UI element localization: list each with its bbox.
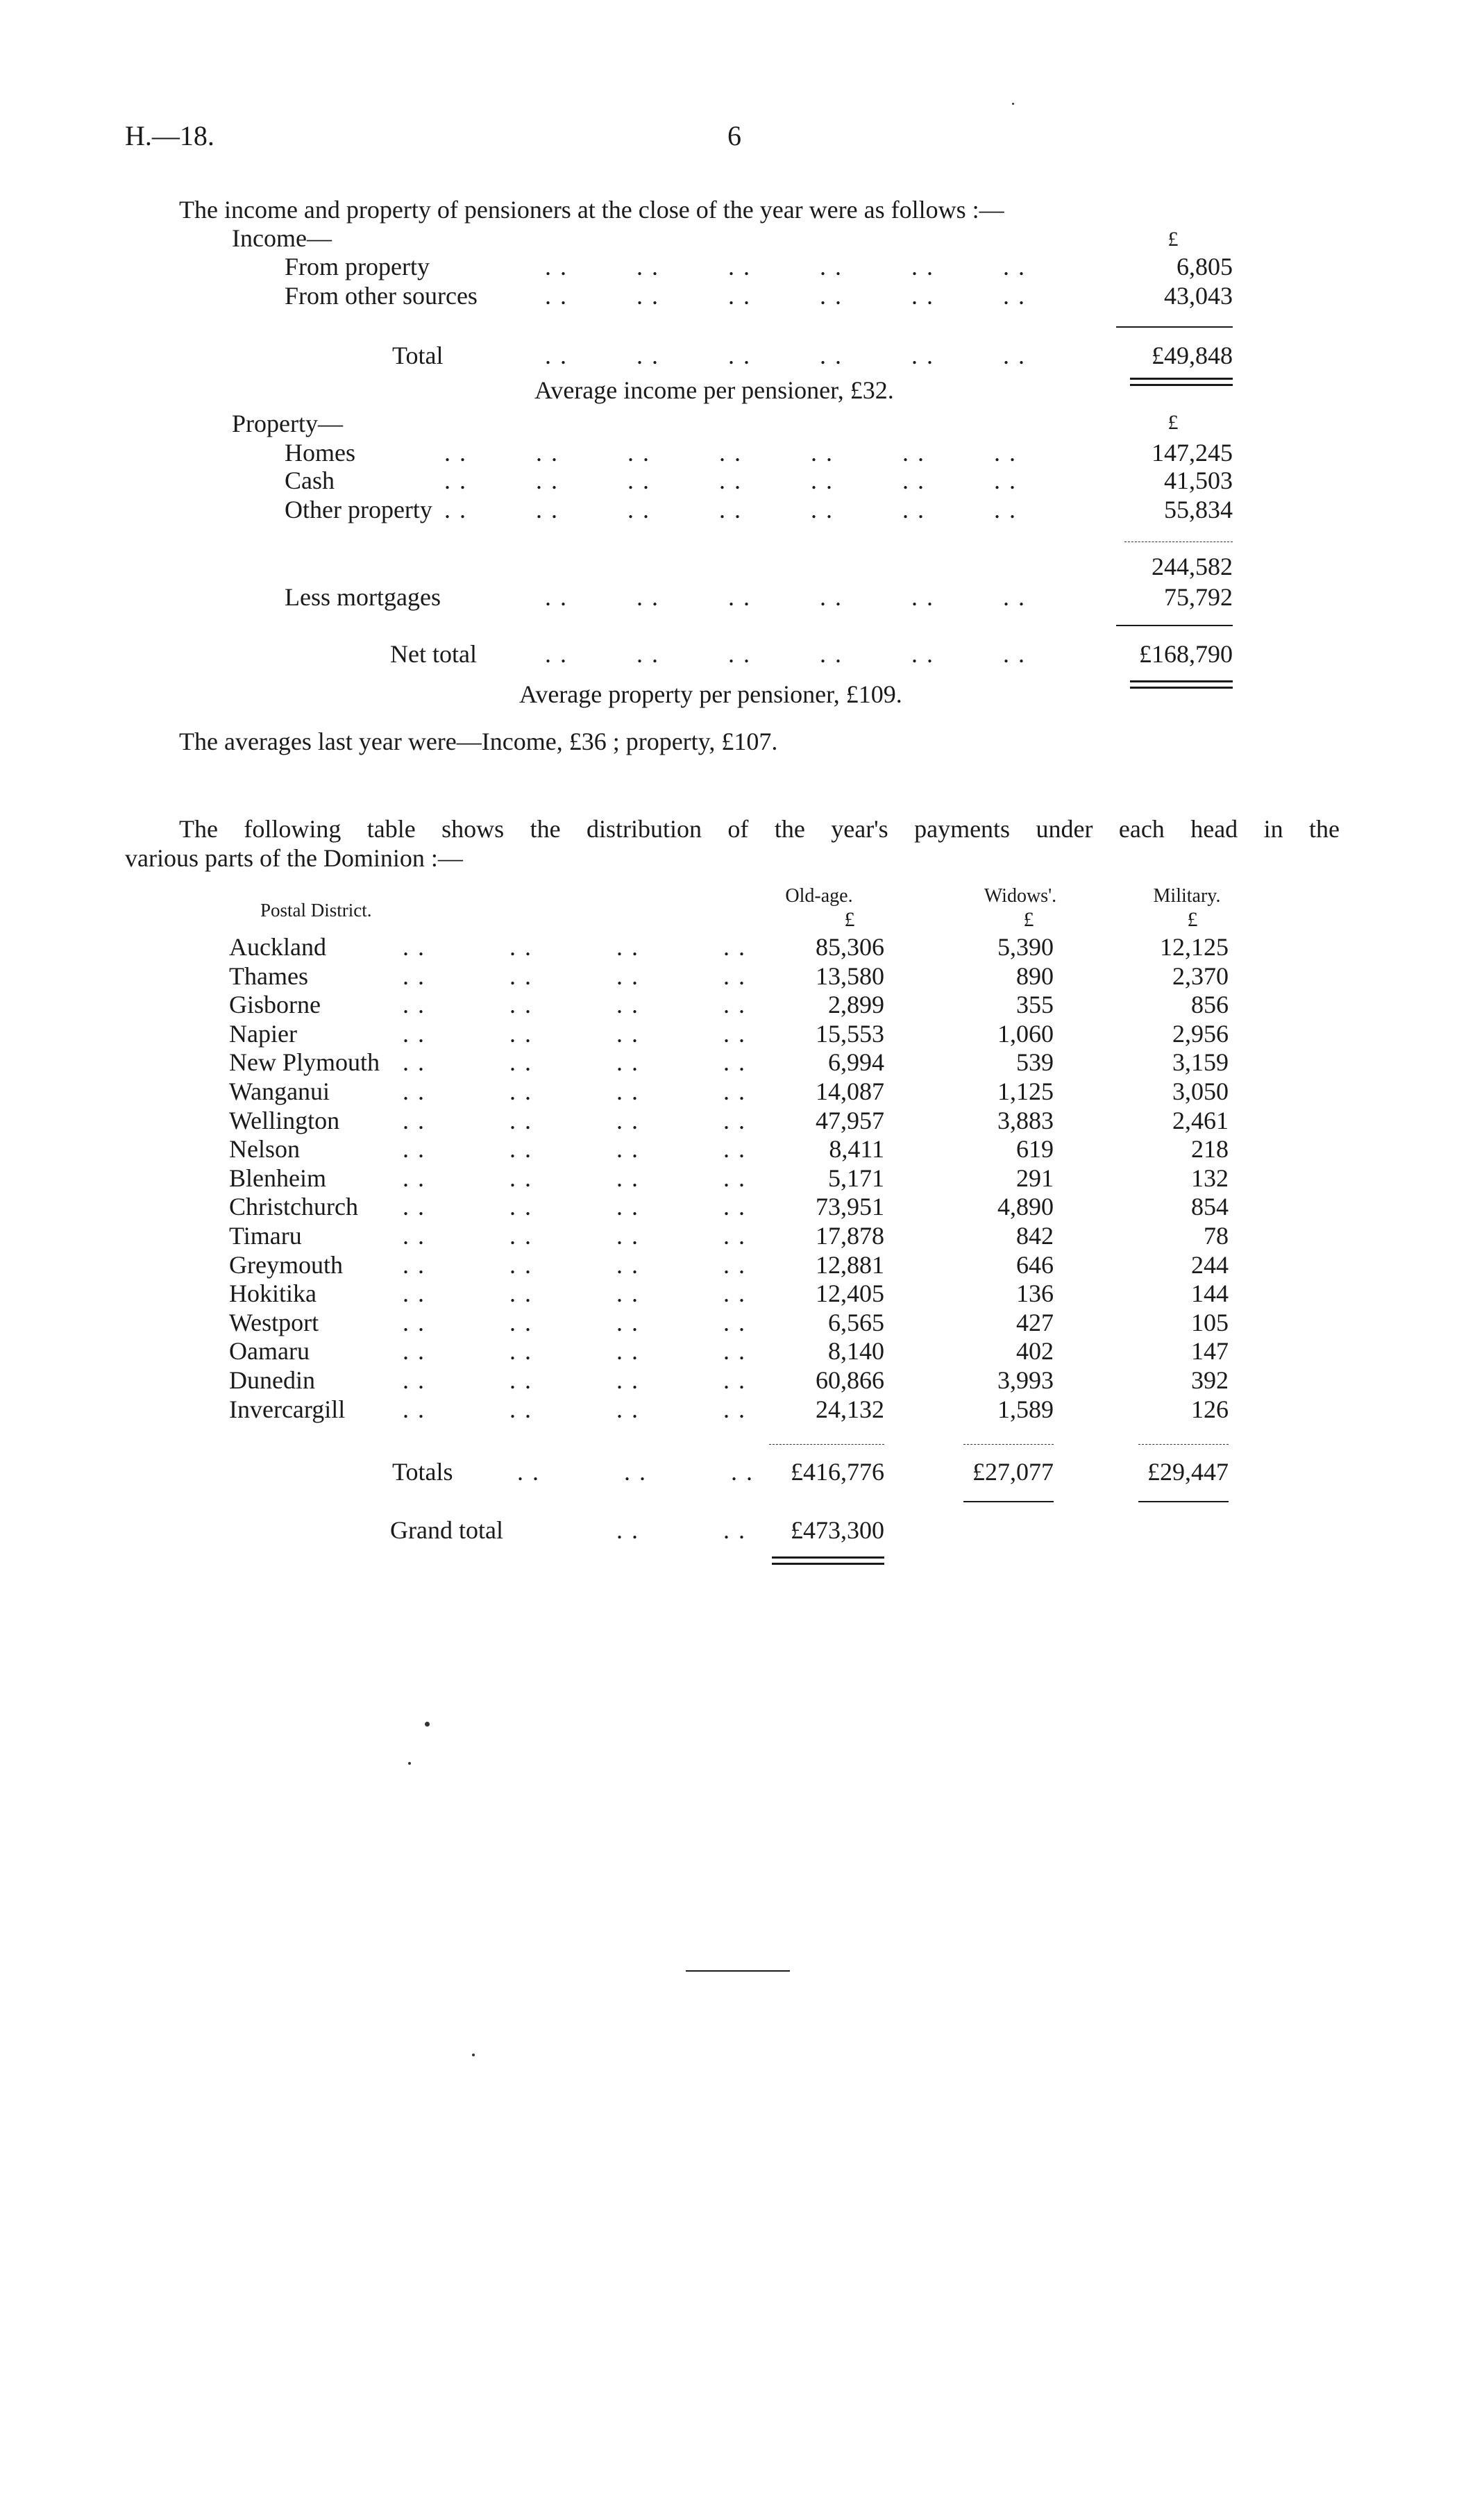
less-mortgages-label: Less mortgages [285, 583, 441, 611]
oldage-value: 15,553 [816, 1020, 884, 1048]
ink-speck [408, 1762, 411, 1765]
military-value: 2,370 [1172, 962, 1229, 990]
col-header-oldage: Old-age. [785, 885, 853, 907]
totals-oldage: £416,776 [791, 1458, 884, 1486]
ink-speck [425, 1722, 430, 1727]
oldage-rule [769, 1444, 884, 1445]
leader-dots: . . . . . . . . [403, 1107, 746, 1134]
income-intro: The income and property of pensioners at the close of the year were as follows :— [179, 196, 1004, 224]
leader-dots: . . . . . . . . [403, 1222, 746, 1250]
district-name: Dunedin [229, 1366, 315, 1394]
military-value: 78 [1204, 1222, 1229, 1250]
totals-widows: £27,077 [972, 1458, 1054, 1486]
widows-value: 1,125 [997, 1077, 1054, 1105]
district-name: Hokitika [229, 1279, 317, 1307]
military-value: 218 [1191, 1135, 1229, 1163]
average-income-note: Average income per pensioner, £32. [534, 376, 894, 404]
net-rule [1116, 625, 1233, 626]
leader-dots: . . . . . . . . . . . . . . [444, 439, 1017, 467]
end-rule [686, 1970, 790, 1972]
district-name: Gisborne [229, 991, 321, 1018]
income-heading: Income— [232, 224, 332, 252]
district-name: Blenheim [229, 1164, 326, 1192]
last-year-note: The averages last year were—Income, £36 ; property, £107. [179, 728, 778, 755]
leader-dots: . . . . . . . . [403, 1048, 746, 1076]
col-header-military: Military. [1153, 885, 1221, 907]
district-name: Thames [229, 962, 308, 990]
net-double-rule [1130, 680, 1233, 689]
military-value: 854 [1191, 1193, 1229, 1220]
widows-value: 890 [1016, 962, 1054, 990]
military-value: 126 [1191, 1395, 1229, 1423]
widows-value: 4,890 [997, 1193, 1054, 1220]
income-rule [1116, 326, 1233, 328]
oldage-value: 14,087 [816, 1077, 884, 1105]
grand-total-label: Grand total [390, 1516, 503, 1544]
widows-value: 136 [1016, 1279, 1054, 1307]
oldage-value: 13,580 [816, 962, 884, 990]
leader-dots: . . . . . . . . [403, 1395, 746, 1423]
oldage-value: 6,994 [828, 1048, 884, 1076]
widows-value: 355 [1016, 991, 1054, 1018]
property-row-value: 55,834 [1164, 496, 1233, 523]
district-name: New Plymouth [229, 1048, 380, 1076]
military-value: 3,159 [1172, 1048, 1229, 1076]
district-name: Christchurch [229, 1193, 358, 1220]
widows-value: 291 [1016, 1164, 1054, 1192]
military-total-rule [1138, 1501, 1229, 1502]
leader-dots: . . . . . . . . [403, 1251, 746, 1279]
leader-dots: . . . . . . . . . . . . [545, 583, 1026, 611]
military-value: 144 [1191, 1279, 1229, 1307]
oldage-value: 12,881 [816, 1251, 884, 1279]
grand-total-value: £473,300 [791, 1516, 884, 1544]
oldage-value: 5,171 [828, 1164, 884, 1192]
totals-military: £29,447 [1147, 1458, 1229, 1486]
col-header-district: Postal District. [260, 900, 372, 921]
widows-value: 539 [1016, 1048, 1054, 1076]
property-row-value: 41,503 [1164, 467, 1233, 494]
district-name: Oamaru [229, 1337, 310, 1365]
district-name: Wellington [229, 1107, 340, 1134]
widows-value: 5,390 [997, 933, 1054, 961]
distribution-intro-line1: The following table shows the distribution of the year's payments under each head in the [179, 815, 1340, 843]
oldage-value: 24,132 [816, 1395, 884, 1423]
ink-speck [1012, 103, 1014, 105]
leader-dots: . . . . . . . . . . . . [545, 342, 1026, 369]
widows-value: 619 [1016, 1135, 1054, 1163]
oldage-value: 6,565 [828, 1309, 884, 1336]
page-number: 6 [727, 120, 741, 151]
military-value: 105 [1191, 1309, 1229, 1336]
oldage-value: 60,866 [816, 1366, 884, 1394]
district-name: Wanganui [229, 1077, 330, 1105]
oldage-currency: £ [844, 908, 855, 931]
leader-dots: . . . . . . . . [403, 1279, 746, 1307]
leader-dots: . . . . . . . . [403, 962, 746, 990]
average-property-note: Average property per pensioner, £109. [519, 680, 902, 708]
widows-value: 427 [1016, 1309, 1054, 1336]
district-name: Auckland [229, 933, 326, 961]
leader-dots: . . . . . . . . . . . . [545, 253, 1026, 280]
widows-total-rule [963, 1501, 1054, 1502]
property-currency: £ [1167, 411, 1179, 434]
military-value: 12,125 [1160, 933, 1229, 961]
military-currency: £ [1187, 908, 1198, 931]
district-name: Invercargill [229, 1395, 346, 1423]
leader-dots: . . . . . . . . [403, 1135, 746, 1163]
leader-dots: . . . . . . . . [403, 1020, 746, 1048]
oldage-value: 73,951 [816, 1193, 884, 1220]
income-row-value: 43,043 [1164, 282, 1233, 310]
document-reference: H.—18. [125, 120, 214, 151]
leader-dots: . . . . . . . . . . . . [545, 640, 1026, 668]
widows-rule [963, 1444, 1054, 1445]
leader-dots: . . . . . . . . [403, 1077, 746, 1105]
military-value: 856 [1191, 991, 1229, 1018]
oldage-value: 8,411 [829, 1135, 884, 1163]
widows-value: 3,993 [997, 1366, 1054, 1394]
income-double-rule [1130, 378, 1233, 386]
military-value: 244 [1191, 1251, 1229, 1279]
leader-dots: . . . . . . [517, 1458, 754, 1486]
widows-value: 1,060 [997, 1020, 1054, 1048]
military-value: 2,461 [1172, 1107, 1229, 1134]
leader-dots: . . . . [616, 1516, 746, 1544]
less-mortgages-value: 75,792 [1164, 583, 1233, 611]
leader-dots: . . . . . . . . [403, 1309, 746, 1336]
oldage-value: 2,899 [828, 991, 884, 1018]
oldage-value: 47,957 [816, 1107, 884, 1134]
leader-dots: . . . . . . . . [403, 933, 746, 961]
widows-currency: £ [1023, 908, 1034, 931]
leader-dots: . . . . . . . . . . . . . . [444, 496, 1017, 523]
property-row-label: Homes [285, 439, 355, 467]
income-currency: £ [1167, 228, 1179, 251]
widows-value: 3,883 [997, 1107, 1054, 1134]
leader-dots: . . . . . . . . . . . . [545, 282, 1026, 310]
military-value: 147 [1191, 1337, 1229, 1365]
district-name: Timaru [229, 1222, 302, 1250]
leader-dots: . . . . . . . . [403, 1193, 746, 1220]
leader-dots: . . . . . . . . [403, 991, 746, 1018]
property-row-value: 147,245 [1152, 439, 1233, 467]
district-name: Nelson [229, 1135, 300, 1163]
income-total-value: £49,848 [1152, 342, 1233, 369]
military-rule [1138, 1444, 1229, 1445]
widows-value: 842 [1016, 1222, 1054, 1250]
grand-total-double-rule [772, 1556, 884, 1565]
ink-speck [472, 2054, 475, 2056]
oldage-value: 85,306 [816, 933, 884, 961]
property-heading: Property— [232, 410, 343, 437]
income-total-label: Total [392, 342, 444, 369]
net-total-label: Net total [390, 640, 477, 668]
widows-value: 1,589 [997, 1395, 1054, 1423]
income-row-label: From property [285, 253, 430, 280]
district-name: Westport [229, 1309, 319, 1336]
property-row-label: Cash [285, 467, 335, 494]
oldage-value: 17,878 [816, 1222, 884, 1250]
oldage-value: 12,405 [816, 1279, 884, 1307]
widows-value: 402 [1016, 1337, 1054, 1365]
leader-dots: . . . . . . . . . . . . . . [444, 467, 1017, 494]
military-value: 392 [1191, 1366, 1229, 1394]
military-value: 2,956 [1172, 1020, 1229, 1048]
widows-value: 646 [1016, 1251, 1054, 1279]
net-total-value: £168,790 [1139, 640, 1233, 668]
totals-label: Totals [392, 1458, 453, 1486]
property-row-label: Other property [285, 496, 432, 523]
property-subtotal: 244,582 [1152, 553, 1233, 580]
distribution-intro-line2: various parts of the Dominion :— [125, 844, 463, 872]
leader-dots: . . . . . . . . [403, 1366, 746, 1394]
income-row-label: From other sources [285, 282, 478, 310]
col-header-widows: Widows'. [984, 885, 1057, 907]
income-row-value: 6,805 [1177, 253, 1233, 280]
district-name: Greymouth [229, 1251, 343, 1279]
leader-dots: . . . . . . . . [403, 1164, 746, 1192]
district-name: Napier [229, 1020, 297, 1048]
oldage-value: 8,140 [828, 1337, 884, 1365]
military-value: 3,050 [1172, 1077, 1229, 1105]
military-value: 132 [1191, 1164, 1229, 1192]
leader-dots: . . . . . . . . [403, 1337, 746, 1365]
